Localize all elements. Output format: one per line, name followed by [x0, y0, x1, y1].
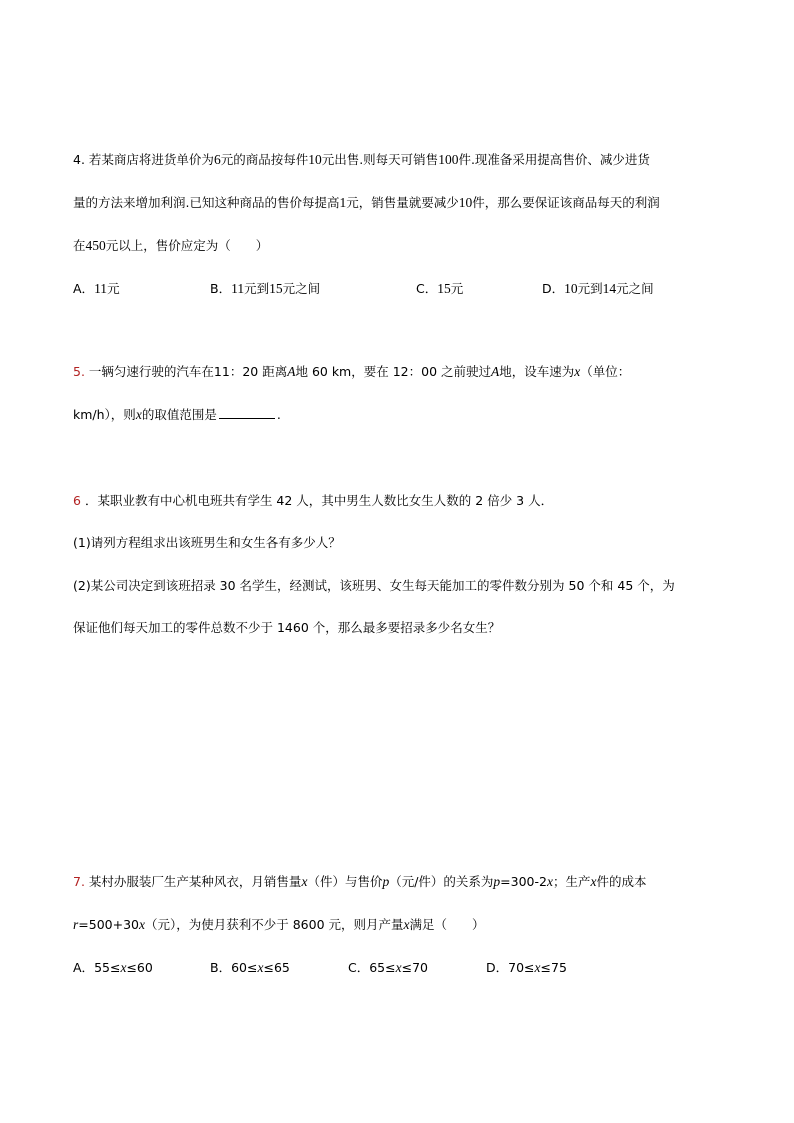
q5-line-1: 5. 一辆匀速行驶的汽车在11：20 距离A地 60 km，要在 12：00 之前驶过A地，设车速为x（单位：	[73, 364, 631, 379]
q6-line-2: (1)请列方程组求出该班男生和女生各有多少人？	[73, 535, 341, 550]
q7-line-1: 7. 某村办服装厂生产某种风衣，月销售量x（件）与售价p（元/件）的关系为p=300-2x；生产x件的成本	[73, 874, 647, 889]
q6-number: 6	[73, 493, 81, 508]
q7-number: 7.	[73, 874, 85, 889]
q4-option-d[interactable]: D．10元到14元之间	[542, 281, 654, 296]
q7-line-2: r=500+30x（元），为使月获利不少于 8600 元，则月产量x满足（ ）	[73, 917, 485, 932]
q4-line-2: 量的方法来增加利润.已知这种商品的售价每提高1元，销售量就要减少10件，那么要保证该商品每天的利润	[73, 195, 660, 210]
q6-line-3: (2)某公司决定到该班招录 30 名学生，经测试，该班男、女生每天能加工的零件数分别为 50 个和 45 个，为	[73, 578, 675, 593]
q4-line-3: 在450元以上，售价应定为（ ）	[73, 238, 269, 253]
q7-option-b[interactable]: B．60≤x≤65	[210, 960, 290, 975]
q4-option-a[interactable]: A．11元	[73, 281, 120, 296]
q5-number: 5.	[73, 364, 85, 379]
q6-line-4: 保证他们每天加工的零件总数不少于 1460 个，那么最多要招录多少名女生？	[73, 620, 501, 635]
answer-blank[interactable]	[219, 406, 275, 419]
q6-line-1: 6 ．某职业教有中心机电班共有学生 42 人，其中男生人数比女生人数的 2 倍少 3 人．	[73, 493, 554, 508]
q7-option-d[interactable]: D．70≤x≤75	[486, 960, 567, 975]
q5-line-2: km/h），则x的取值范围是 .	[73, 407, 281, 422]
q4-option-b[interactable]: B．11元到15元之间	[210, 281, 321, 296]
q4-number: 4.	[73, 152, 85, 167]
q7-option-c[interactable]: C．65≤x≤70	[348, 960, 429, 975]
q7-option-a[interactable]: A．55≤x≤60	[73, 960, 153, 975]
q4-option-c[interactable]: C．15元	[416, 281, 464, 296]
q4-line-1: 4. 若某商店将进货单价为6元的商品按每件10元出售.则每天可销售100件.现准备采用提高售价、减少进货	[73, 152, 650, 167]
